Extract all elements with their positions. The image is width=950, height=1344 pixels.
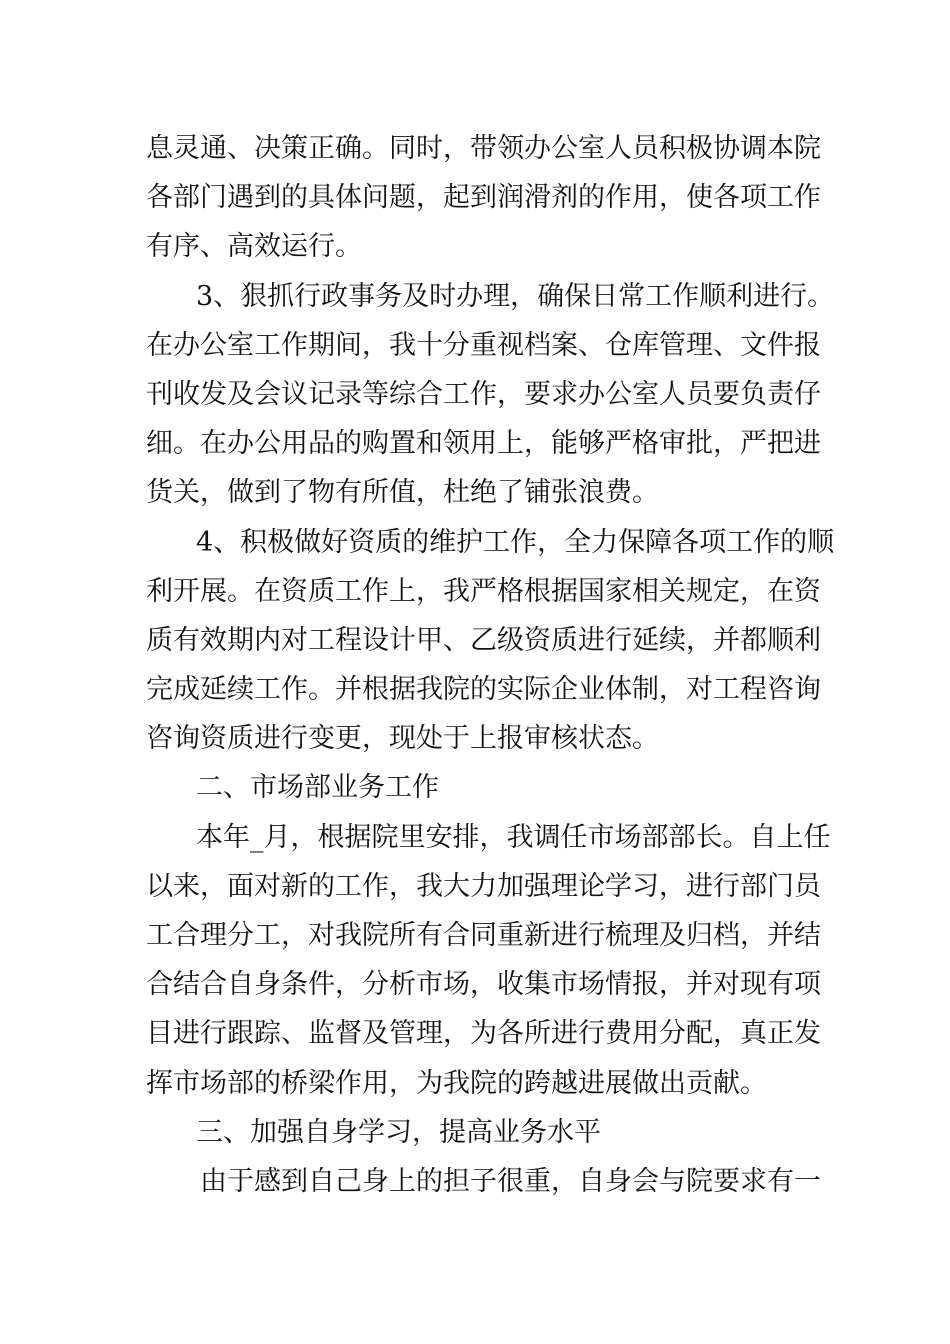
text-line: 完成延续工作。并根据我院的实际企业体制，对工程咨询 <box>146 674 821 706</box>
text-line: 利开展。在资质工作上，我严格根据国家相关规定，在资 <box>146 575 821 607</box>
text-line: 挥市场部的桥梁作用，为我院的跨越进展做出贡献。 <box>146 1067 767 1099</box>
text-line: 在办公室工作期间，我十分重视档案、仓库管理、文件报 <box>146 329 821 361</box>
text-line: 各部门遇到的具体问题，起到润滑剂的作用，使各项工作 <box>146 182 821 214</box>
paragraph-start-line: 本年_月，根据院里安排，我调任市场部部长。自上任 <box>196 821 831 853</box>
text-line: 息灵通、决策正确。同时，带领办公室人员积极协调本院 <box>146 133 821 164</box>
text-line: 咨询资质进行变更，现处于上报审核状态。 <box>146 723 659 755</box>
text-line: 有序、高效运行。 <box>146 231 362 263</box>
text-line: 合结合自身条件，分析市场，收集市场情报，并对现有项 <box>146 969 821 1001</box>
section-heading: 二、市场部业务工作 <box>196 772 439 804</box>
paragraph-start-line: 由于感到自己身上的担子很重，自身会与院要求有一 <box>200 1165 821 1197</box>
text-line: 刊收发及会议记录等综合工作，要求办公室人员要负责仔 <box>146 378 821 410</box>
text-line: 细。在办公用品的购置和领用上，能够严格审批，严把进 <box>146 428 821 460</box>
text-line: 工合理分工，对我院所有合同重新进行梳理及归档，并结 <box>146 920 821 951</box>
paragraph-start-line: 4、积极做好资质的维护工作，全力保障各项工作的顺 <box>196 526 835 558</box>
text-line: 目进行跟踪、监督及管理，为各所进行费用分配，真正发 <box>146 1018 821 1050</box>
document-body <box>146 124 835 1206</box>
text-line: 以来，面对新的工作，我大力加强理论学习，进行部门员 <box>146 870 821 902</box>
paragraph-start-line: 3、狠抓行政事务及时办理，确保日常工作顺利进行。 <box>196 280 835 312</box>
text-line: 质有效期内对工程设计甲、乙级资质进行延续，并都顺利 <box>146 624 821 656</box>
text-line: 货关，做到了物有所值，杜绝了铺张浪费。 <box>146 477 659 509</box>
section-heading: 三、加强自身学习，提高业务水平 <box>196 1116 601 1148</box>
